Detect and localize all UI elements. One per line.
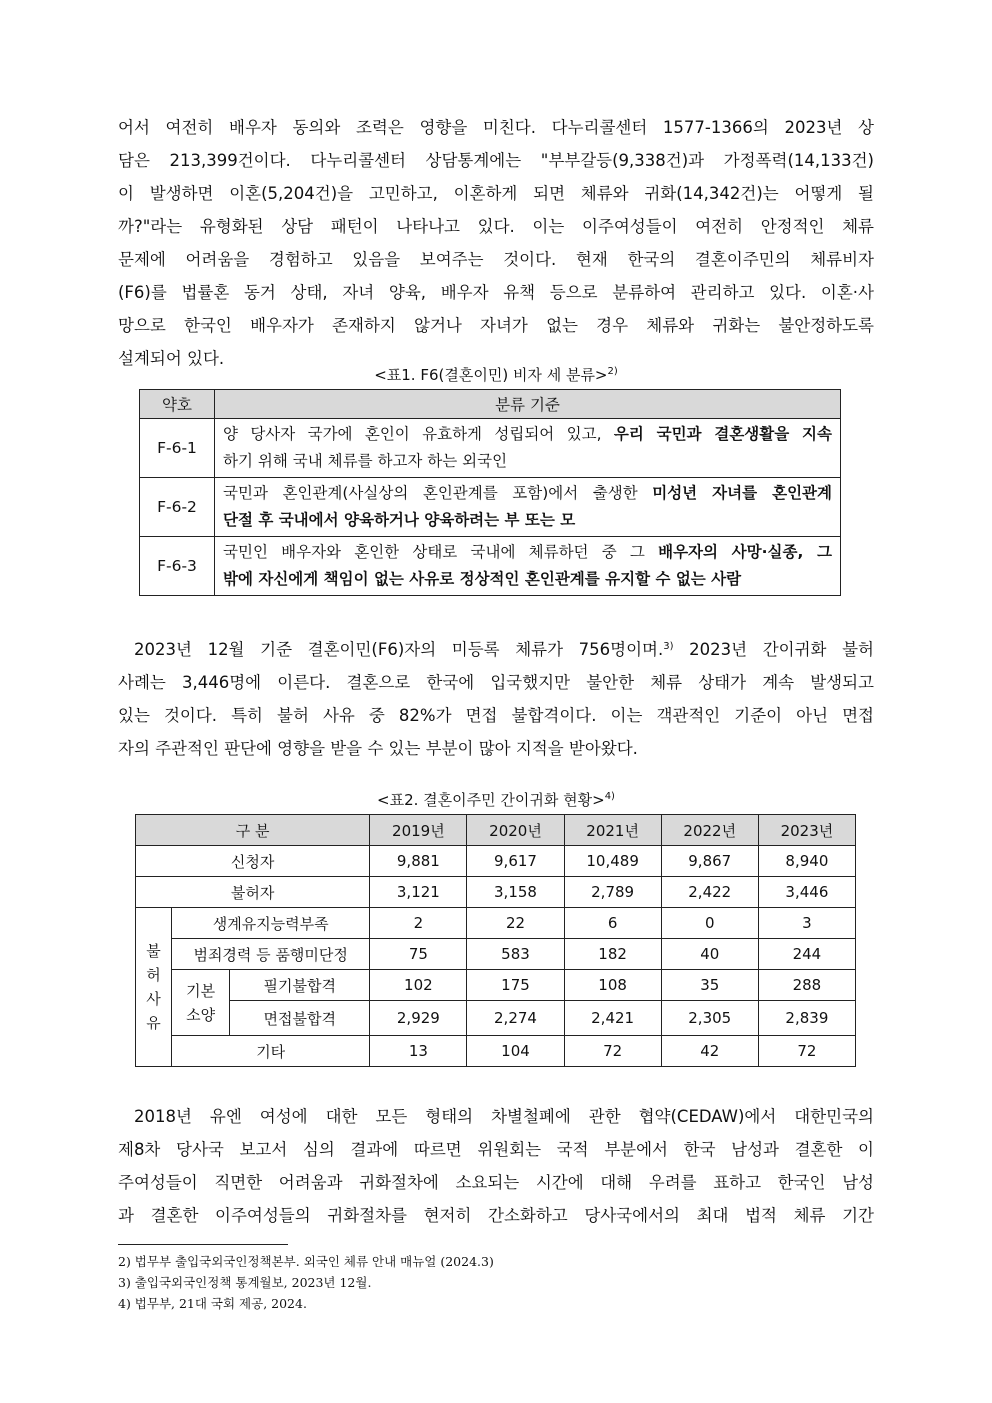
cell: 72 — [758, 1036, 855, 1067]
cell: 288 — [758, 970, 855, 1001]
cell: 2,274 — [467, 1001, 564, 1036]
cell: 2,839 — [758, 1001, 855, 1036]
cell: 9,881 — [370, 846, 467, 877]
table-row — [140, 419, 841, 478]
cell: 3,158 — [467, 877, 564, 908]
vertical-char: 허 — [146, 966, 161, 984]
cell: 8,940 — [758, 846, 855, 877]
row-label: 필기불합격 — [230, 970, 370, 1001]
cell: 182 — [564, 939, 661, 970]
paragraph-1-line: 설계되어 있다. — [118, 349, 225, 368]
row-label: 범죄경력 등 품행미단정 — [172, 939, 370, 970]
table-2-caption — [0, 789, 992, 810]
table-2-caption-footnote-ref: 4) — [604, 791, 615, 802]
cell: 2,305 — [661, 1001, 758, 1036]
table-row — [140, 478, 841, 537]
paragraph-2-text: 2023년 12월 기준 결혼이민(F6)자의 미등록 체류가 756명이며. — [134, 640, 664, 659]
row-label: 신청자 — [136, 846, 370, 877]
paragraph-2-text: 2023년 간이귀화 불허 — [673, 640, 874, 659]
visa-criteria — [215, 419, 841, 478]
paragraph-2-line: 사례는 3,446명에 이른다. 결혼으로 한국에 입국했지만 불안한 체류 상태가 계속 발생되고 — [118, 673, 874, 692]
header-year: 2019년 — [370, 815, 467, 846]
basic-knowledge-group-label — [172, 970, 230, 1036]
paragraph-1-line: 어서 여전히 배우자 동의와 조력은 영향을 미친다. 다누리콜센터 1577-1366의 2023년 상 — [118, 118, 874, 137]
cell: 22 — [467, 908, 564, 939]
paragraph-3 — [118, 1100, 874, 1232]
paragraph-1 — [118, 111, 874, 375]
cell: 10,489 — [564, 846, 661, 877]
paragraph-2-line — [118, 633, 874, 666]
criteria-text: 양 당사자 국가에 혼인이 유효하게 성립되어 있고, — [223, 425, 614, 443]
paragraph-1-line: 담은 213,399건이다. 다누리콜센터 상담통계에는 "부부갈등(9,338건)과 가정폭력(14,133건) — [118, 151, 874, 170]
header-year: 2022년 — [661, 815, 758, 846]
table-1-caption-text: <표1. F6(결혼이민) 비자 세 분류> — [374, 366, 608, 384]
cell: 583 — [467, 939, 564, 970]
criteria-emphasis: 밖에 자신에게 책임이 없는 사유로 정상적인 혼인관계를 유지할 수 없는 사람 — [223, 570, 742, 588]
table-row-livelihood — [136, 908, 856, 939]
table-row-conduct — [136, 939, 856, 970]
cell: 9,867 — [661, 846, 758, 877]
criteria-emphasis: 미성년 자녀를 혼인관계 — [652, 484, 832, 502]
group-label-line: 기본 — [186, 981, 216, 1000]
table-header-row — [140, 390, 841, 419]
cell: 0 — [661, 908, 758, 939]
cell: 3,446 — [758, 877, 855, 908]
table-row-written — [136, 970, 856, 1001]
visa-criteria — [215, 478, 841, 537]
table-1-caption-footnote-ref: 2) — [607, 366, 618, 377]
cell: 2,421 — [564, 1001, 661, 1036]
table-1-caption — [0, 364, 992, 385]
header-code: 약호 — [140, 390, 215, 419]
cell: 13 — [370, 1036, 467, 1067]
cell: 35 — [661, 970, 758, 1001]
header-criteria: 분류 기준 — [215, 390, 841, 419]
cell: 3,121 — [370, 877, 467, 908]
rejection-reason-group-label — [136, 908, 172, 1067]
row-label: 기타 — [172, 1036, 370, 1067]
cell: 2,929 — [370, 1001, 467, 1036]
visa-code: F-6-3 — [140, 537, 215, 596]
naturalization-status-table — [135, 814, 856, 1067]
visa-code: F-6-2 — [140, 478, 215, 537]
paragraph-1-line: 이 발생하면 이혼(5,204건)을 고민하고, 이혼하게 되면 체류와 귀화(14,342건)는 어떻게 될 — [118, 184, 874, 203]
cell: 244 — [758, 939, 855, 970]
visa-code: F-6-1 — [140, 419, 215, 478]
footnote-4: 4) 법무부, 21대 국회 제공, 2024. — [118, 1296, 307, 1311]
footnote-divider — [118, 1244, 288, 1245]
criteria-text: 국민과 혼인관계(사실상의 혼인관계를 포함)에서 출생한 — [223, 484, 653, 502]
paragraph-2-line: 있는 것이다. 특히 불허 사유 중 82%가 면접 불합격이다. 이는 객관적인 기준이 아닌 면접 — [118, 706, 874, 725]
paragraph-3-line: 제8차 당사국 보고서 심의 결과에 따르면 위원회는 국적 부분에서 한국 남성과 결혼한 이 — [118, 1140, 874, 1159]
cell: 102 — [370, 970, 467, 1001]
criteria-emphasis: 단절 후 국내에서 양육하거나 양육하려는 부 또는 모 — [223, 511, 576, 529]
cell: 2,422 — [661, 877, 758, 908]
cell: 2,789 — [564, 877, 661, 908]
paragraph-3-line: 과 결혼한 이주여성들의 귀화절차를 현저히 간소화하고 당사국에서의 최대 법적 체류 기간 — [118, 1206, 874, 1225]
group-label-line: 소양 — [186, 1005, 216, 1024]
header-year: 2020년 — [467, 815, 564, 846]
f6-visa-classification-table — [139, 389, 841, 596]
vertical-char: 유 — [146, 1014, 161, 1032]
paragraph-1-line: 까?"라는 유형화된 상담 패턴이 나타나고 있다. 이는 이주여성들이 여전히 안정적인 체류 — [118, 217, 874, 236]
cell: 175 — [467, 970, 564, 1001]
vertical-char: 사 — [146, 990, 161, 1008]
cell: 108 — [564, 970, 661, 1001]
visa-criteria — [215, 537, 841, 596]
paragraph-1-line: 망으로 한국인 배우자가 존재하지 않거나 자녀가 없는 경우 체류와 귀화는 불안정하도록 — [118, 316, 874, 335]
criteria-emphasis: 배우자의 사망·실종, 그 — [658, 543, 833, 561]
table-2-caption-text: <표2. 결혼이주민 간이귀화 현황> — [377, 791, 605, 809]
paragraph-3-line: 2018년 유엔 여성에 대한 모든 형태의 차별철폐에 관한 협약(CEDAW)에서 대한민국의 — [134, 1107, 874, 1126]
cell: 3 — [758, 908, 855, 939]
table-row-applicants — [136, 846, 856, 877]
paragraph-2-line: 자의 주관적인 판단에 영향을 받을 수 있는 부분이 많아 지적을 받아왔다. — [118, 739, 638, 758]
cell: 42 — [661, 1036, 758, 1067]
criteria-text: 하기 위해 국내 체류를 하고자 하는 외국인 — [223, 452, 508, 470]
row-label: 면접불합격 — [230, 1001, 370, 1036]
header-category: 구 분 — [136, 815, 370, 846]
table-row — [140, 537, 841, 596]
cell: 6 — [564, 908, 661, 939]
cell: 9,617 — [467, 846, 564, 877]
cell: 40 — [661, 939, 758, 970]
cell: 2 — [370, 908, 467, 939]
table-row-other — [136, 1036, 856, 1067]
header-year: 2021년 — [564, 815, 661, 846]
table-row-rejected — [136, 877, 856, 908]
criteria-emphasis: 우리 국민과 결혼생활을 지속 — [613, 425, 832, 443]
cell: 104 — [467, 1036, 564, 1067]
row-label: 생계유지능력부족 — [172, 908, 370, 939]
footnote-ref-3: 3) — [663, 641, 674, 652]
paragraph-1-line: 문제에 어려움을 경험하고 있음을 보여주는 것이다. 현재 한국의 결혼이주민의 체류비자 — [118, 250, 874, 269]
table-row-interview — [136, 1001, 856, 1036]
footnote-3: 3) 출입국외국인정책 통계월보, 2023년 12월. — [118, 1275, 372, 1290]
vertical-char: 불 — [146, 942, 161, 960]
paragraph-1-line: (F6)를 법률혼 동거 상태, 자녀 양육, 배우자 유책 등으로 분류하여 관리하고 있다. 이혼·사 — [118, 283, 874, 302]
footnote-2: 2) 법무부 출입국외국인정책본부. 외국인 체류 안내 매뉴얼 (2024.3) — [118, 1254, 494, 1269]
paragraph-3-line: 주여성들이 직면한 어려움과 귀화절차에 소요되는 시간에 대해 우려를 표하고 한국인 남성 — [118, 1173, 874, 1192]
cell: 75 — [370, 939, 467, 970]
header-year: 2023년 — [758, 815, 855, 846]
paragraph-2 — [118, 633, 874, 765]
table-header-row — [136, 815, 856, 846]
row-label: 불허자 — [136, 877, 370, 908]
criteria-text: 국민인 배우자와 혼인한 상태로 국내에 체류하던 중 그 — [223, 543, 659, 561]
cell: 72 — [564, 1036, 661, 1067]
